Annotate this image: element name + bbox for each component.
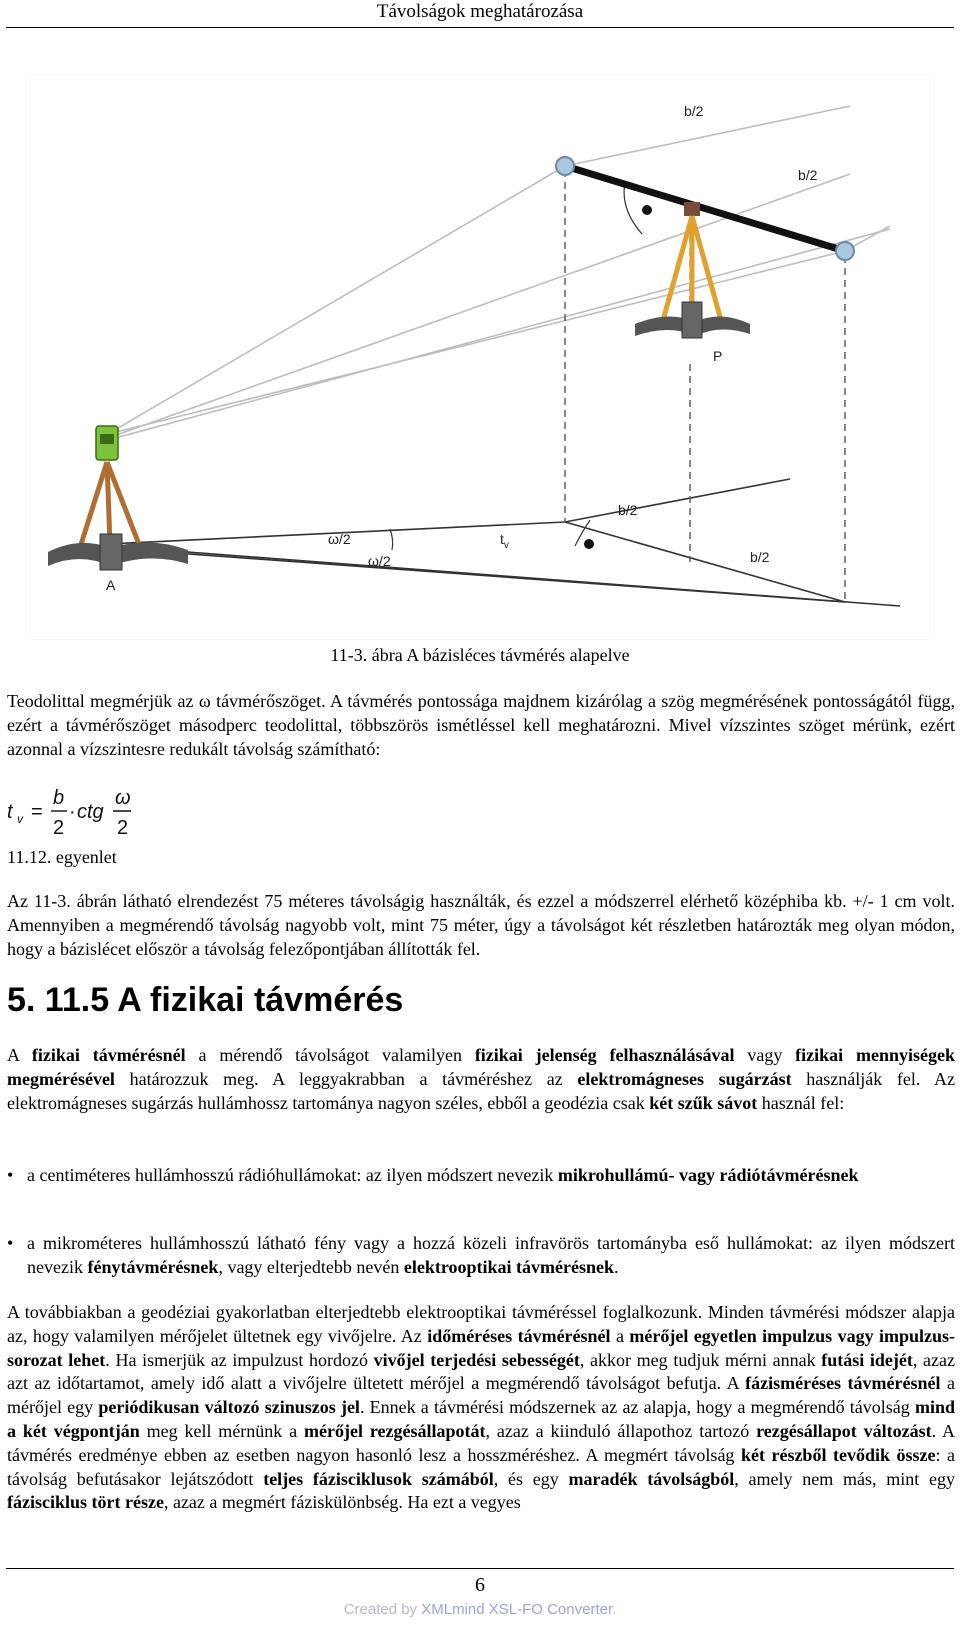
label-b2-top: b/2 [684, 103, 704, 119]
svg-text:t: t [7, 801, 13, 823]
formula-tv [7, 782, 147, 840]
bullet-icon: • [7, 1165, 14, 1185]
label-P: P [713, 348, 723, 364]
section-heading: 5. 11.5 A fizikai távmérés [7, 981, 404, 1019]
page-number: 6 [475, 1574, 485, 1596]
svg-text:ω: ω [115, 787, 131, 809]
label-omega2-lower: ω/2 [368, 553, 391, 569]
header-rule [6, 27, 954, 28]
svg-text:2: 2 [53, 817, 65, 839]
paragraph-intro: Teodolittal megmérjük az ω távmérőszöget. A távmérés pontossága majdnem kizárólag a szög megmérésének pontosságától függ, ezért a távmérőszöget másodperc teodolittal, többszörös ismétléssel kell meghatározni. Mivel vízszintes szöget mérünk, ezért azonnal a vízszintesre redukált távolság számítható: [7, 691, 955, 759]
label-b2-right: b/2 [798, 167, 818, 183]
svg-text:ctg: ctg [77, 801, 104, 823]
svg-text:b: b [53, 787, 65, 809]
converter-credit: Created by XMLmind XSL-FO Converter. [343, 1601, 617, 1618]
figure-caption: 11-3. ábra A bázisléces távmérés alapelve [330, 645, 630, 665]
figure-subtense-bar [30, 74, 930, 640]
svg-text:2: 2 [117, 817, 129, 839]
svg-text:=: = [31, 801, 43, 823]
paragraph-electrooptical: A továbbiakban a geodéziai gyakorlatban elterjedtebb elektrooptikai távméréssel foglalkozunk. Minden távmérési módszer alapja az, hogy valamilyen mérőjelet ültetnek egy vivőjelre. Az időméréses távmérésnél a mérőjel egyetlen impulzus vagy impulzus-sorozat lehet. Ha ismerjük az impulzust hordozó vivőjel terjedési sebességét, akkor meg tudjuk mérni annak futási idejét, azaz azt az időtartamot, amely idő alatt a vivőjelre ültetett mérőjel a megmérendő távolságot befutja. A fázisméréses távmérésnél a mérőjel egy periódikusan változó szinuszos jel. Ennek a távmérési módszernek az az alapja, hogy a megmérendő távolság mind a két végpontján meg kell mérnünk a mérőjel rezgésállapotát, azaz a kiinduló állapothoz tartozó rezgésállapot változást. A távmérés eredménye ebben az esetben nagyon hasonló lesz a hosszméréshez. A megmért távolság két részből tevődik össze: a távolság befutásakor lejátszódott teljes fázisciklusok számából, és egy maradék távolságból, amely nem más, mint egy fázisciklus tört része, azaz a megmért fáziskülönbség. Ha ezt a vegyes [7, 1302, 956, 1513]
paragraph-arrangement: Az 11-3. ábrán látható elrendezést 75 méteres távolságig használták, és ezzel a módszerrel elérhető középhiba kb. +/- 1 cm volt. Amennyiben a megmérendő távolság nagyobb volt, mint 75 méter, úgy a távolságot két részletben határozták meg olyan módon, hogy a bázislécet először a távolság felezőpontjában állították fel. [7, 891, 955, 959]
bullet-icon: • [7, 1233, 14, 1253]
list-item-text: a centiméteres hullámhosszú rádióhullámokat: az ilyen módszert nevezik mikrohullámú- vagy rádiótávmérésnek [27, 1165, 859, 1185]
running-header: Távolságok meghatározása [376, 1, 584, 22]
label-b2-mid: b/2 [618, 502, 638, 518]
svg-text:v: v [17, 812, 23, 826]
list-item-text: a mikrométeres hullámhosszú látható fény vagy a hozzá közeli infravörös tartományba eső hullámokat: az ilyen módszert nevezik fénytávmérésnek, vagy elterjedtebb nevén elektrooptikai távmérésnek. [27, 1233, 955, 1277]
label-b2-bottom: b/2 [750, 549, 770, 565]
label-omega2-upper: ω/2 [328, 531, 351, 547]
equation-label: 11.12. egyenlet [7, 847, 117, 867]
credit-brand-link[interactable]: XMLmind XSL-FO Converter [421, 1601, 613, 1618]
svg-text:·: · [69, 801, 76, 823]
paragraph-physical: A fizikai távmérésnél a mérendő távolságot valamilyen fizikai jelenség felhasználásával vagy fizikai mennyiségek megmérésével határozzuk meg. A leggyakrabban a távméréshez az elektromágneses sugárzást használják fel. Az elektromágneses sugárzás hullámhossz tartománya nagyon széles, ebből a geodézia csak két szűk sávot használ fel: [7, 1045, 956, 1113]
footer-rule [6, 1568, 954, 1569]
label-tv: $t_v$ [500, 531, 509, 551]
label-A: A [106, 577, 116, 593]
